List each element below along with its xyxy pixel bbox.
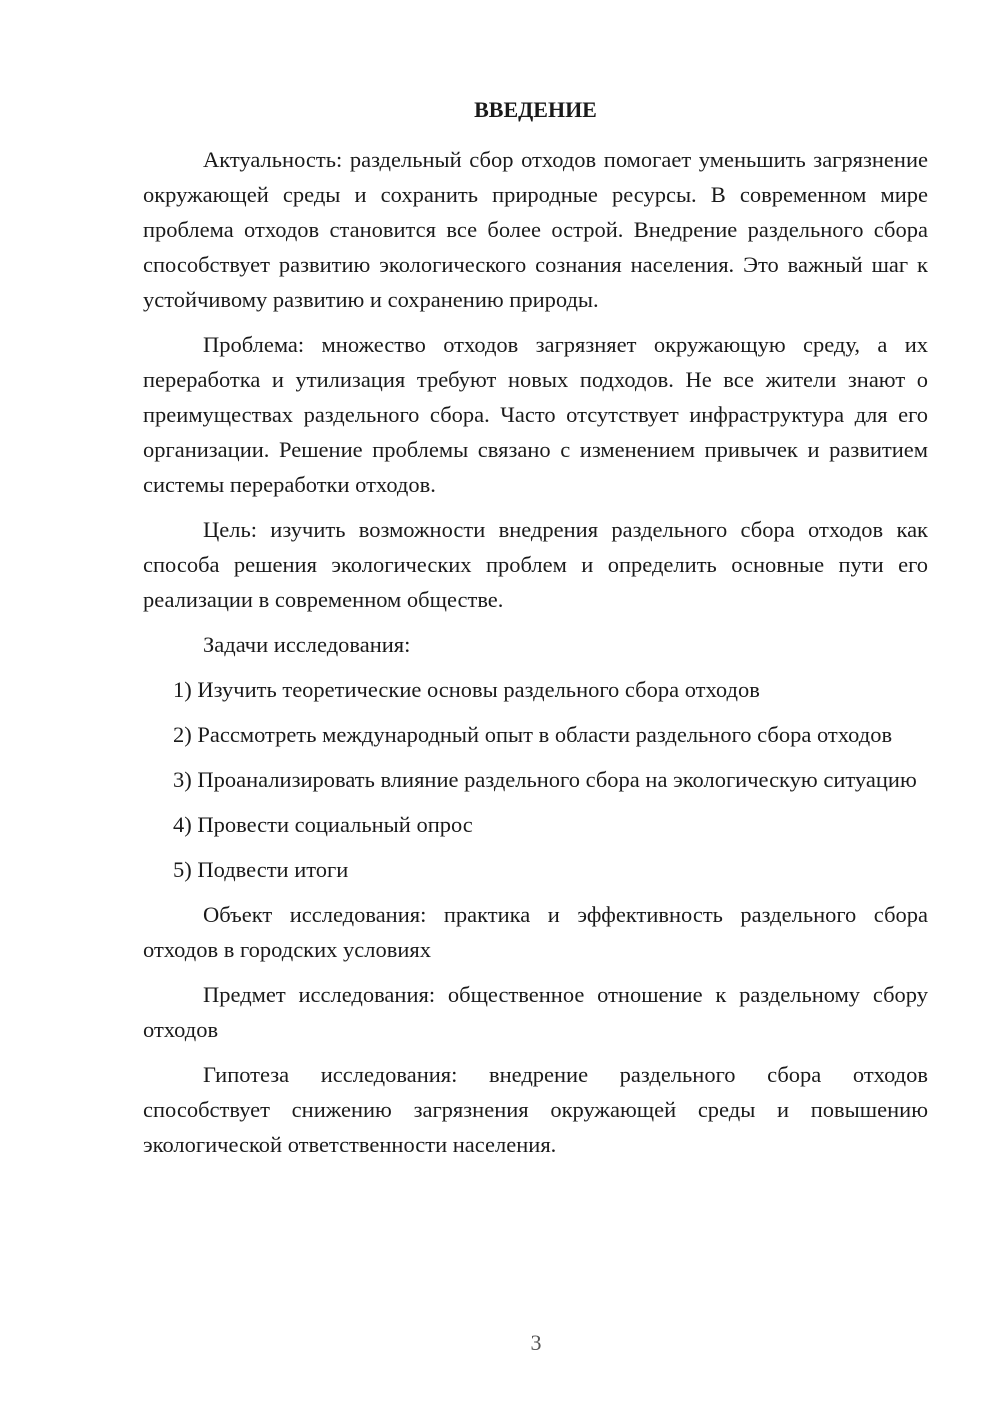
document-page: [143, 92, 928, 1172]
task-item: 2) Рассмотреть международный опыт в области раздельного сбора отходов: [173, 722, 893, 747]
task-item: 4) Провести социальный опрос: [173, 812, 473, 837]
task-item: 1) Изучить теоретические основы раздельного сбора отходов: [173, 677, 760, 702]
page-title: ВВЕДЕНИЕ: [474, 97, 597, 122]
task-item: 3) Проанализировать влияние раздельного сбора на экологическую ситуацию: [173, 767, 917, 792]
paragraph-relevance: Актуальность: раздельный сбор отходов помогает уменьшить загрязнение окружающей среды и сохранить природные ресурсы. В современном мире проблема отходов становится все более острой. Внедрение раздельного сбора способствует развитию экологического сознания населения. Это важный шаг к устойчивому развитию и сохранению природы.: [143, 147, 928, 312]
paragraph-hypothesis: Гипотеза исследования: внедрение раздельного сбора отходов способствует снижению загрязнения окружающей среды и повышению экологической ответственности населения.: [143, 1062, 928, 1157]
paragraph-problem: Проблема: множество отходов загрязняет окружающую среду, а их переработка и утилизация требуют новых подходов. Не все жители знают о преимуществах раздельного сбора. Часто отсутствует инфраструктура для его организации. Решение проблемы связано с изменением привычек и развитием системы переработки отходов.: [143, 332, 928, 497]
paragraph-tasks-heading: Задачи исследования:: [203, 632, 411, 657]
page-number: 3: [530, 1330, 542, 1355]
paragraph-object: Объект исследования: практика и эффективность раздельного сбора отходов в городских условиях: [143, 902, 928, 962]
task-item: 5) Подвести итоги: [173, 857, 349, 882]
paragraph-goal: Цель: изучить возможности внедрения раздельного сбора отходов как способа решения экологических проблем и определить основные пути его реализации в современном обществе.: [143, 517, 928, 612]
paragraph-subject: Предмет исследования: общественное отношение к раздельному сбору отходов: [143, 982, 928, 1042]
